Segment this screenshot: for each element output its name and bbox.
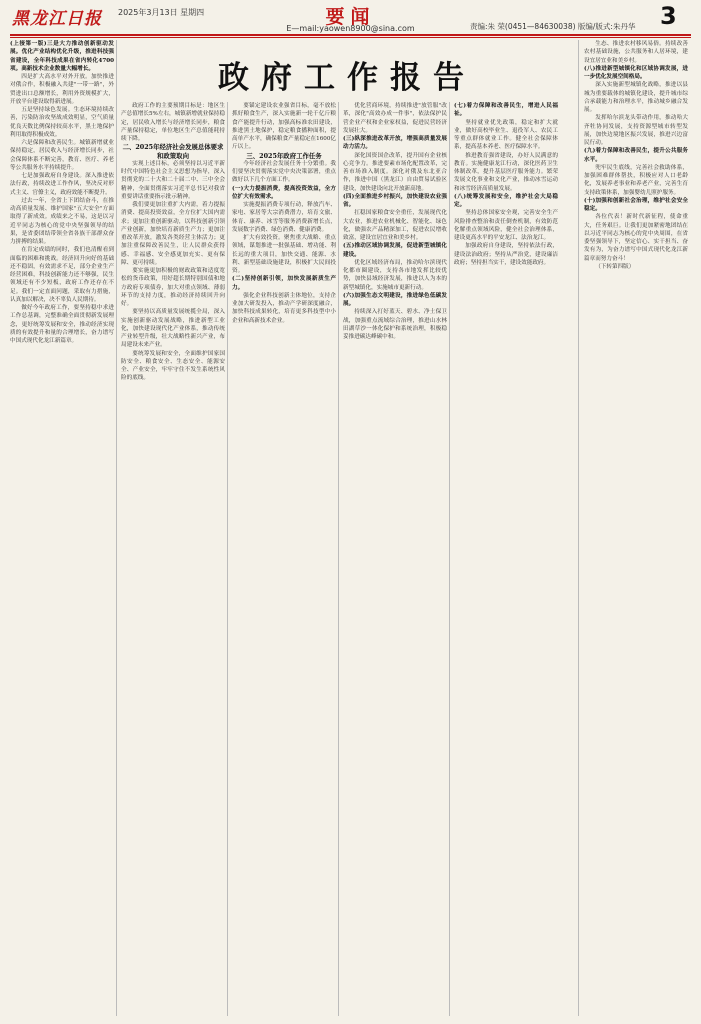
body-paragraph: 做好今年政府工作，要坚持稳中求进工作总基调，完整准确全面贯彻新发展理念，更好统筹发展和安全，推动经济实现质的有效提升和量的合理增长，奋力谱写中国式现代化龙江新篇章。 — [10, 305, 114, 344]
body-paragraph: 扩大有效投资。聚焦重大战略、重点领域，谋划推进一批强基础、增功能、利长远的重大项目，加快交通、能源、水利、新型基础设施建设，积极扩大民间投资。 — [232, 235, 336, 274]
body-paragraph: 各位代表！新时代新征程，使命重大，任务艰巨。让我们更加紧密地团结在以习近平同志为核心的党中央周围，在省委坚强领导下，坚定信心、实干担当、奋发有为，为奋力谱写中国式现代化龙江新篇章而努力奋斗！ — [584, 214, 688, 262]
body-paragraph: 坚持总体国家安全观，完善安全生产风险排查整治和责任倒查机制，有效防范化解重点领域风险，健全社会治理体系，建设更高水平的平安龙江、法治龙江。 — [454, 210, 558, 241]
body-paragraph: 实施提振消费专项行动，释放汽车、家电、家居等大宗消费潜力，培育文旅、体育、康养、冰雪等服务消费新增长点，发展数字消费、绿色消费、健康消费。 — [232, 202, 336, 233]
body-paragraph: 四是扩大高水平对外开放。加快推进对俄合作，积极融入共建"一带一路"，外贸进出口总额增长，利用外资规模扩大，开放平台建设取得新进展。 — [10, 74, 114, 105]
body-paragraph: 强化企业科技创新主体地位，支持企业加大研发投入，推动产学研深度融合，加快科技成果转化，培育更多科技型中小企业和高新技术企业。 — [232, 292, 336, 324]
article-column-5 — [454, 102, 558, 1016]
issue-date: 2025年3月13日 星期四 — [118, 8, 205, 17]
section-heading: (八)统筹发展和安全，维护社会大局稳定。 — [454, 193, 558, 208]
article-column-1 — [10, 40, 114, 1016]
body-paragraph: 今年经济社会发展任务十分繁重。我们要坚决贯彻落实党中央决策部署，重点做好以下几个方面工作。 — [232, 160, 336, 184]
section-heading: 三、2025年政府工作任务 — [246, 151, 322, 160]
header-rule-thick — [10, 34, 691, 36]
body-paragraph: 七是加强政府自身建设。深入推进依法行政，持续改进工作作风，坚决反对形式主义、官僚主义，政府效能不断提升。 — [10, 173, 114, 196]
section-heading: (八)推进新型城镇化和区域协调发展，进一步优化发展空间格局。 — [584, 65, 688, 80]
body-paragraph: 五是坚持绿色发展。生态环境持续改善，污染防治攻坚战成效明显，空气质量优良天数比例保持较高水平，黑土地保护利用取得积极成效。 — [10, 107, 114, 138]
section-heading: (一)大力提振消费，提高投资效益，全方位扩大有效需求。 — [232, 185, 336, 200]
article-column-3 — [232, 102, 336, 1016]
section-heading: (六)加强生态文明建设，推进绿色低碳发展。 — [343, 292, 447, 307]
section-heading: (四)全面推进乡村振兴，加快建设农业强省。 — [343, 193, 447, 208]
body-paragraph: 深入实施新型城镇化战略，推进以县城为重要载体的城镇化建设，提升城市综合承载能力和治理水平，推动城乡融合发展。 — [584, 82, 688, 113]
section-heading: (五)推动区域协调发展，促进新型城镇化建设。 — [343, 243, 447, 258]
column-divider — [338, 102, 339, 1016]
body-paragraph: 优化营商环境，持续推进"放管服"改革，深化"高效办成一件事"，依法保护民营企业产权和企业家权益，促进民营经济发展壮大。 — [343, 103, 447, 134]
body-paragraph: 持续深入打好蓝天、碧水、净土保卫战，加强重点流域综合治理，推进山水林田湖草沙一体化保护和系统治理，积极稳妥推进碳达峰碳中和。 — [343, 309, 447, 340]
body-paragraph: 在肯定成绩的同时，我们也清醒看到面临的困难和挑战。经济回升向好的基础还不稳固，有效需求不足，部分企业生产经营困难，科技创新能力还不够强，民生领域还有不少短板，政府工作还存在不足。我们一定直面问题，采取有力措施，认真加以解决，决不辜负人民期待。 — [10, 247, 114, 303]
section-heading: 二、2025年经济社会发展总体要求和政策取向 — [122, 143, 224, 160]
section-heading: (二)坚持创新引领，加快发展新质生产力。 — [232, 276, 336, 291]
article-title: 政府工作报告 — [218, 60, 476, 96]
body-paragraph: 过去一年，全省上下团结奋斗，在推动高质量发展、维护国家"五大安全"方面取得了新成效。成绩来之不易，这是以习近平同志为核心的党中央坚强领导的结果，是省委团结带领全省各族干部群众奋力拼搏的结果。 — [10, 197, 114, 245]
body-paragraph: 发挥哈尔滨龙头带动作用，推动哈大齐牡协同发展，支持资源型城市转型发展，加快边境地区振兴发展，推进兴边富民行动。 — [584, 115, 688, 146]
body-paragraph: 深化国资国企改革，提升国有企业核心竞争力。推进要素市场化配置改革，完善市场准入制度。深化对俄及东北亚合作，推进中国（黑龙江）自由贸易试验区建设，加快建设向北开放新高地。 — [343, 152, 447, 192]
section-heading: (九)着力保障和改善民生，提升公共服务水平。 — [584, 148, 688, 163]
body-paragraph: 优化区域经济布局，推动哈尔滨现代化都市圈建设，支持各市地发挥比较优势，加快县域经济发展，推进以人为本的新型城镇化，实施城市更新行动。 — [343, 259, 447, 291]
body-paragraph: 要统筹发展和安全，全面维护国家国防安全、粮食安全、生态安全、能源安全、产业安全，牢牢守住不发生系统性风险的底线。 — [121, 350, 225, 382]
section-email: E—mail:yaowen8900@sina.com — [286, 24, 415, 33]
body-paragraph: 六是保障和改善民生。城镇新增就业保持稳定，居民收入与经济增长同步，社会保障体系不断完善，教育、医疗、养老等公共服务水平持续提升。 — [10, 140, 114, 171]
body-paragraph: 要实施更加积极的财政政策和适度宽松的货币政策，用好超长期特别国债和地方政府专项债券，加大对重点领域、薄弱环节的支持力度，推动经济持续回升向好。 — [121, 268, 225, 307]
body-paragraph: 扛稳国家粮食安全重任，发展现代化大农业，推进农业机械化、智能化、绿色化，做强农产品精深加工，促进农民增收致富，建设宜居宜业和美乡村。 — [343, 210, 447, 241]
column-divider — [449, 102, 450, 1016]
section-heading: (上接第一版)三是大力推动创新驱动发展。优化产业结构优化升级，推进科技强省建设，全年科技成果在省内转化4700项。高新技术企业数量大幅增长。 — [10, 41, 114, 72]
body-paragraph: （下转第四版） — [595, 263, 635, 270]
section-heading: (十)加强和创新社会治理，维护社会安全稳定。 — [584, 197, 688, 212]
body-paragraph: 加强政府自身建设，坚持依法行政，建设法治政府；坚持从严治党，建设廉洁政府；坚持担当实干，建设效能政府。 — [454, 243, 558, 266]
editor-credits: 责编:朱 荣(0451—84630038) 版编/版式:朱丹华 — [470, 22, 636, 31]
article-column-4 — [343, 102, 447, 1016]
section-heading: (三)纵深推进改革开放，增强高质量发展动力活力。 — [343, 136, 447, 151]
body-paragraph: 坚持就业优先政策，稳定和扩大就业，做好高校毕业生、退役军人、农民工等重点群体就业工作。健全社会保障体系，提高基本养老、医疗保障水平。 — [454, 119, 558, 151]
column-divider — [227, 102, 228, 1016]
body-paragraph: 兜牢民生底线，完善社会救助体系，加强困难群体帮扶，积极应对人口老龄化，发展养老事业和养老产业，完善生育支持政策体系，加强婴幼儿照护服务。 — [584, 164, 688, 196]
newspaper-masthead: 黑龙江日报 — [12, 9, 102, 29]
body-paragraph: 政府工作的主要预期目标是：地区生产总值增长5%左右，城镇新增就业保持稳定，居民收入增长与经济增长同步，粮食产量保持稳定，单位地区生产总值能耗持续下降。 — [121, 103, 225, 142]
article-column-6 — [584, 40, 688, 1016]
body-paragraph: 要坚持以高质量发展统揽全局，深入实施创新驱动发展战略，推进新型工业化，加快建设现代化产业体系，推动传统产业转型升级，壮大战略性新兴产业，布局建设未来产业。 — [121, 309, 225, 349]
body-paragraph: 生态、推进农村移风易俗。持续改善农村基础设施，公共服务和人居环境，建设宜居宜业和美乡村。 — [584, 41, 688, 64]
section-title: 要闻 — [325, 6, 376, 28]
column-divider — [116, 40, 117, 1016]
header-rule-thin — [10, 37, 691, 38]
column-divider — [578, 40, 579, 1016]
body-paragraph: 我们要更加注重扩大内需，着力提振消费、提高投资效益，全方位扩大国内需求；更加注重创新驱动，以科技创新引领产业创新，加快培育新质生产力；更加注重改革开放，激发各类经营主体活力；更加注重保障改善民生，让人民群众获得感、幸福感、安全感更加充实、更有保障、更可持续。 — [121, 202, 225, 266]
article-column-2 — [121, 102, 225, 1016]
page-header — [0, 0, 701, 38]
page-number: 3 — [660, 2, 677, 30]
section-heading: (七)着力保障和改善民生，增进人民福祉。 — [454, 103, 558, 118]
body-paragraph: 推进教育强省建设，办好人民满意的教育。实施健康龙江行动，深化医药卫生体制改革，提升基层医疗服务能力。繁荣发展文化事业和文化产业，推动冰雪运动和冰雪经济高质量发展。 — [454, 152, 558, 192]
body-paragraph: 要锚定建设农业强省目标，毫不放松抓好粮食生产，深入实施新一轮千亿斤粮食产能提升行动，加强高标准农田建设，推进黑土地保护，稳定粮食播种面积，提高单产水平，确保粮食产量稳定在1600亿斤以上。 — [232, 103, 336, 151]
body-paragraph: 实现上述目标，必须坚持以习近平新时代中国特色社会主义思想为指导，深入贯彻党的二十大和二十届二中、三中全会精神，全面贯彻落实习近平总书记对我省重要讲话重要指示批示精神。 — [121, 160, 225, 200]
